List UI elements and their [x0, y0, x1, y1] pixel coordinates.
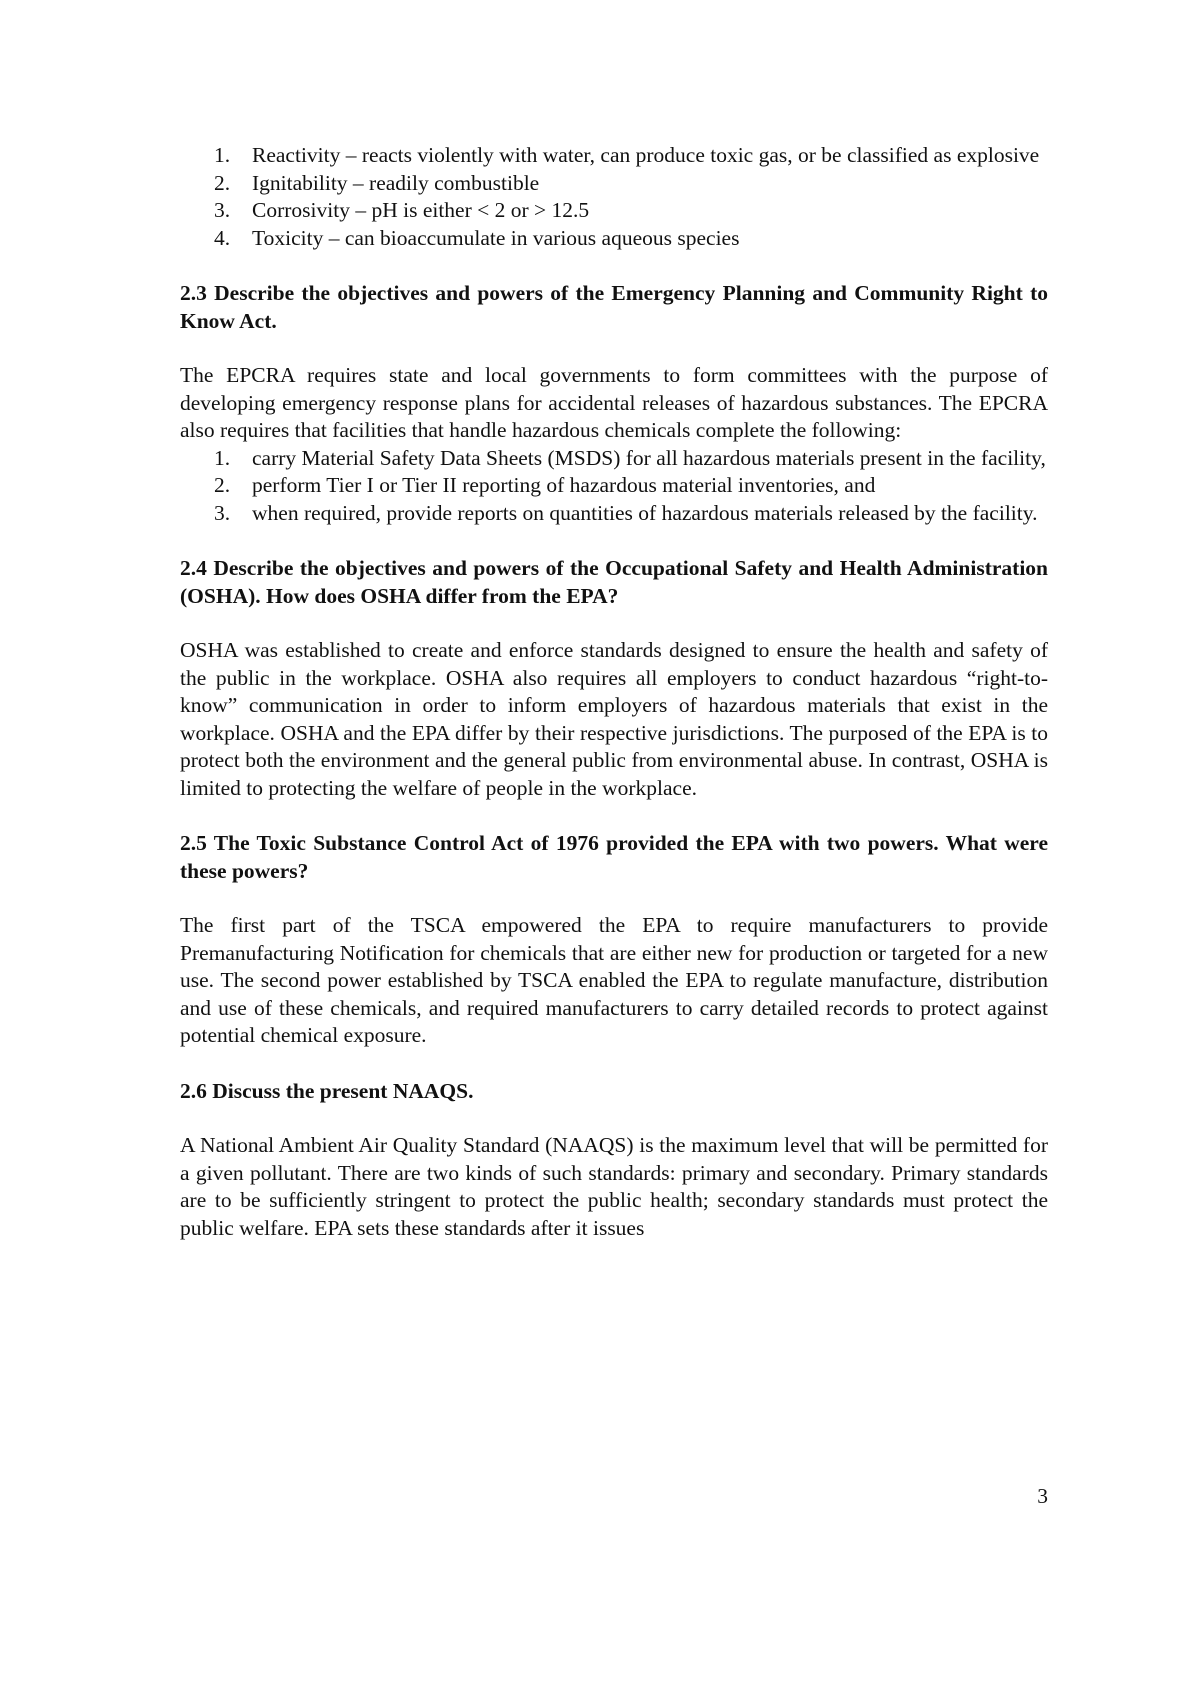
list-number: 3.: [214, 198, 231, 222]
section-paragraph-2-5: The first part of the TSCA empowered the EPA to require manufacturers to provide Premanufacturing Notification for chemicals that are either new for production or targeted for a new use. The second power established by TSCA enabled the EPA to regulate manufacture, distribution and use of these chemicals, and required manufacturers to carry detailed records to protect against potential chemical exposure.: [180, 913, 1048, 1047]
list-number: 2.: [214, 170, 231, 195]
list-item: [180, 142, 1048, 170]
list-item: [180, 445, 1048, 473]
list-item-text: Ignitability – readily combustible: [252, 170, 540, 195]
section-heading-2-4: 2.4 Describe the objectives and powers of the Occupational Safety and Health Administration (OSHA). How does OSHA differ from the EPA?: [180, 556, 1048, 608]
list-number: 1.: [214, 143, 231, 167]
list-item-text: perform Tier I or Tier II reporting of hazardous material inventories, and: [252, 473, 876, 497]
list-number: 3.: [214, 500, 231, 525]
epcra-requirements-list: [180, 445, 1048, 528]
list-item-text: Reactivity – reacts violently with water, can produce toxic gas, or be classified as explosive: [252, 143, 1040, 167]
list-item: [180, 197, 1048, 225]
page-number: 3: [1037, 1484, 1048, 1508]
section-paragraph-2-3: The EPCRA requires state and local governments to form committees with the purpose of developing emergency response plans for accidental releases of hazardous substances. The EPCRA also requires that facilities that handle hazardous chemicals complete the following:: [180, 363, 1048, 442]
list-item-text: carry Material Safety Data Sheets (MSDS) for all hazardous materials present in the facility,: [252, 445, 1046, 470]
hazard-characteristics-list: [180, 142, 1048, 252]
section-heading-2-3: 2.3 Describe the objectives and powers of the Emergency Planning and Community Right to Know Act.: [180, 281, 1048, 333]
document-body: [180, 142, 1048, 1242]
list-item-text: when required, provide reports on quantities of hazardous materials released by the facility.: [252, 500, 1038, 525]
list-number: 4.: [214, 225, 231, 250]
list-number: 1.: [214, 445, 231, 470]
section-paragraph-2-4: OSHA was established to create and enforce standards designed to ensure the health and safety of the public in the workplace. OSHA also requires all employers to conduct hazardous “right-to-know” communication in order to inform employers of hazardous materials that exist in the workplace. OSHA and the EPA differ by their respective jurisdictions. The purposed of the EPA is to protect both the environment and the general public from environmental abuse. In contrast, OSHA is limited to protecting the welfare of people in the workplace.: [180, 638, 1048, 800]
section-paragraph-2-6: A National Ambient Air Quality Standard (NAAQS) is the maximum level that will be permitted for a given pollutant. There are two kinds of such standards: primary and secondary. Primary standards are to be sufficiently stringent to protect the public health; secondary standards must protect the public welfare. EPA sets these standards after it issues: [180, 1133, 1048, 1240]
list-item: [180, 472, 1048, 500]
list-item-text: Corrosivity – pH is either < 2 or > 12.5: [252, 198, 590, 222]
section-heading-2-6: 2.6 Discuss the present NAAQS.: [180, 1078, 474, 1103]
list-number: 2.: [214, 473, 231, 497]
section-heading-2-5: 2.5 The Toxic Substance Control Act of 1976 provided the EPA with two powers. What were these powers?: [180, 831, 1048, 883]
list-item-text: Toxicity – can bioaccumulate in various aqueous species: [252, 225, 740, 250]
list-item: [180, 225, 1048, 253]
list-item: [180, 500, 1048, 528]
list-item: [180, 170, 1048, 198]
